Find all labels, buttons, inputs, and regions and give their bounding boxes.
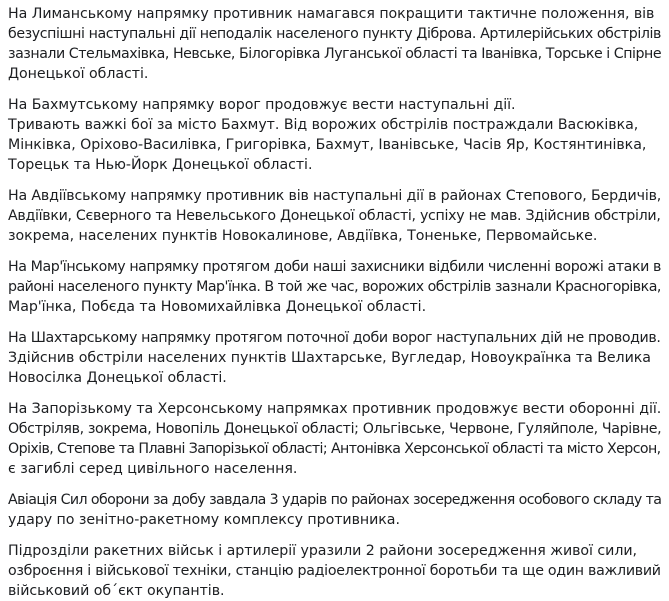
text-line: безуспішні наступальні дії неподалік населеного пункту Діброва. Артилерійських обстрілів — [8, 26, 662, 42]
text-line: На Запорізькому та Херсонському напрямках противник продовжує вести оборонні дії. — [8, 401, 662, 417]
paragraph-zaporizhzhia-kherson — [8, 399, 661, 479]
text-line: На Лиманському напрямку противник намагався покращити тактичне положення, вів — [8, 6, 655, 22]
text-line: зокрема, населених пунктів Новокалинове, Авдіївка, Тоненьке, Первомайське. — [8, 228, 598, 244]
paragraph-shakhtarsk — [8, 328, 661, 388]
text-line: Оріхів, Степове та Плавні Запорізької області; Антонівка Херсонської області та місто Херсон, — [8, 441, 661, 457]
text-line: Новосілка Донецької області. — [8, 370, 227, 386]
text-line: Мінківка, Оріхово-Василівка, Григорівка, Бахмут, Іванівське, Часів Яр, Костянтинівка, — [8, 137, 647, 153]
text-line: Тривають важкі бої за місто Бахмут. Від ворожих обстрілів постраждали Васюківка, — [8, 117, 639, 133]
text-line: На Мар'їнському напрямку протягом доби наші захисники відбили численні ворожі атаки в — [8, 259, 661, 275]
text-line: Підрозділи ракетних військ і артилерії уразили 2 райони зосередження живої сили, — [8, 543, 637, 559]
text-line: Мар'їнка, Побєда та Новомихайлівка Донецької області. — [8, 299, 427, 315]
text-line: Донецької області. — [8, 66, 149, 82]
paragraph-lyman — [8, 4, 661, 84]
text-line: На Авдіївському напрямку противник вів наступальні дії в районах Степового, Бердичів, — [8, 188, 662, 204]
text-line: зазнали Стельмахівка, Невське, Білогорівка Луганської області та Іванівка, Торське і Спірне — [8, 46, 662, 62]
text-line: удару по зенітно-ракетному комплексу противника. — [8, 512, 400, 528]
text-line: На Шахтарському напрямку протягом поточної доби ворог наступальних дій не проводив. — [8, 330, 661, 346]
paragraph-marinka — [8, 257, 661, 317]
text-line: озброєння і військової техніки, станцію радіоелектронної боротьби та ще один важливий — [8, 563, 661, 579]
text-line: Здійснив обстріли населених пунктів Шахтарське, Вугледар, Новоукраїнка та Велика — [8, 350, 651, 366]
text-line: Торецьк та Нью-Йорк Донецької області. — [8, 157, 313, 173]
paragraph-artillery — [8, 541, 661, 601]
text-line: районі населеного пункту Мар'їнка. В той же час, ворожих обстрілів зазнали Красногорівка, — [8, 279, 661, 295]
paragraph-avdiivka — [8, 186, 661, 246]
text-line: є загиблі серед цивільного населення. — [8, 461, 298, 477]
text-line: На Бахмутському напрямку ворог продовжує вести наступальні дії. — [8, 97, 516, 113]
text-line: Обстріляв, зокрема, Новопіль Донецької області; Ольгівське, Червоне, Гуляйполе, Чарівне, — [8, 421, 662, 437]
paragraph-aviation — [8, 490, 661, 530]
text-line: Авіація Сил оборони за добу завдала 3 ударів по районах зосередження особового складу та — [8, 492, 662, 508]
paragraph-bakhmut — [8, 95, 661, 175]
text-line: військовий об´єкт окупантів. — [8, 583, 225, 599]
text-line: Авдіївки, Сєверного та Невельського Донецької області, успіху не мав. Здійснив обстріли, — [8, 208, 661, 224]
